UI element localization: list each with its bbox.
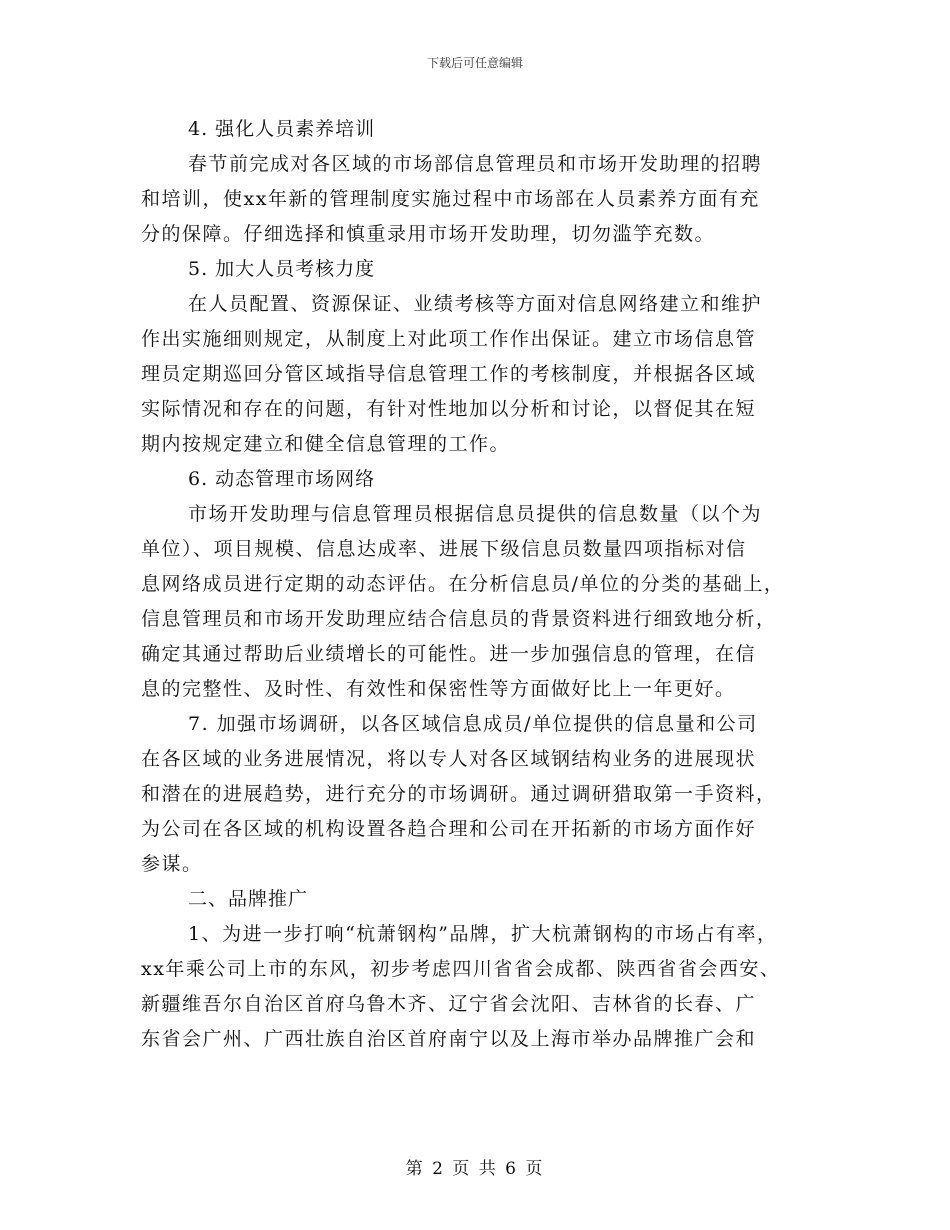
text-line: 在人员配置、资源保证、业绩考核等方面对信息网络建立和维护 — [188, 293, 763, 315]
paragraph-6 — [141, 497, 813, 707]
text-line: 单位）、项目规模、信息达成率、进展下级信息员数量四项指标对信 — [141, 538, 747, 560]
paragraph-7 — [141, 707, 813, 882]
text-line: 作出实施细则规定，从制度上对此项工作作出保证。建立市场信息管 — [141, 328, 757, 350]
section-heading-6: 6. 动态管理市场网络 — [188, 468, 376, 490]
text-line: 息的完整性、及时性、有效性和保密性等方面做好比上一年更好。 — [141, 678, 736, 700]
paragraph-4 — [141, 147, 813, 252]
text-line: 实际情况和存在的问题，有针对性地加以分析和讨论，以督促其在短 — [141, 398, 757, 420]
text-line: 信息管理员和市场开发助理应结合信息员的背景资料进行细致地分析， — [141, 608, 777, 630]
text-line: 7. 加强市场调研，以各区域信息成员/单位提供的信息量和公司 — [188, 713, 758, 735]
text-line: 期内按规定建立和健全信息管理的工作。 — [141, 433, 511, 455]
text-line: 确定其通过帮助后业绩增长的可能性。进一步加强信息的管理，在信 — [141, 643, 757, 665]
page-header: 下载后可任意编辑 — [426, 56, 523, 70]
section-heading-brand: 二、品牌推广 — [188, 888, 309, 910]
text-line: 东省会广州、广西壮族自治区首府南宁以及上海市举办品牌推广会和 — [141, 1028, 757, 1050]
text-line: 分的保障。仔细选择和慎重录用市场开发助理，切勿滥竽充数。 — [141, 223, 716, 245]
paragraph-5 — [141, 287, 813, 462]
document-body — [141, 112, 813, 1057]
text-line: 春节前完成对各区域的市场部信息管理员和市场开发助理的招聘 — [188, 153, 763, 175]
text-line: 参谋。 — [141, 853, 203, 875]
text-line: 和潜在的进展趋势，进行充分的市场调研。通过调研猎取第一手资料， — [141, 783, 777, 805]
section-heading-5: 5. 加大人员考核力度 — [188, 258, 376, 280]
text-line: 理员定期巡回分管区域指导信息管理工作的考核制度，并根据各区域 — [141, 363, 757, 385]
text-line: 和培训，使xx年新的管理制度实施过程中市场部在人员素养方面有充 — [141, 188, 760, 210]
text-line: 为公司在各区域的机构设置各趋合理和公司在开拓新的市场方面作好 — [141, 818, 757, 840]
text-line: 息网络成员进行定期的动态评估。在分析信息员/单位的分类的基础上， — [141, 573, 785, 595]
text-line: 在各区域的业务进展情况，将以专人对各区域钢结构业务的进展现状 — [141, 748, 757, 770]
text-line: 1、为进一步打响“杭萧钢构”品牌，扩大杭萧钢构的市场占有率， — [188, 923, 778, 945]
paragraph-brand — [141, 917, 813, 1057]
text-line: 新疆维吾尔自治区首府乌鲁木齐、辽宁省会沈阳、吉林省的长春、广 — [141, 993, 757, 1015]
page-number: 第 2 页 共 6 页 — [405, 1159, 545, 1179]
text-line: xx年乘公司上市的东风，初步考虑四川省省会成都、陕西省省会西安、 — [141, 958, 781, 980]
text-line: 市场开发助理与信息管理员根据信息员提供的信息数量（以个为 — [188, 503, 763, 525]
section-heading-4: 4. 强化人员素养培训 — [188, 118, 376, 140]
